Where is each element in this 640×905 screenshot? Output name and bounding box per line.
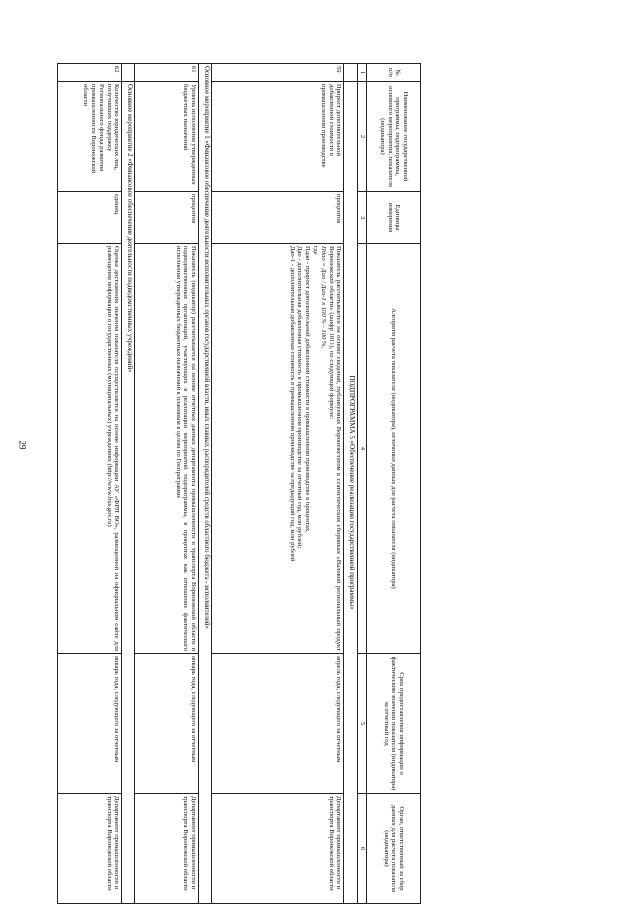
algorithm-line: Показатель рассчитывается на основе сведений, публикуемых Воронежстатом в статистических сборниках «Валовой региональный продукт Воронежской области» (шифр 1011), по следующей формуле: xyxy=(327,246,343,651)
subprogram-title: ПОДПРОГРАММА 5 «Обеспечение реализации государственной программы» xyxy=(344,82,357,904)
header-name: Наименование государственной программы, подпрограммы, основного мероприятия, показателя (индикатора) xyxy=(367,82,421,192)
algorithm-line: где xyxy=(311,246,319,255)
column-number-row xyxy=(357,64,366,904)
algorithm-formula: Пдао = Дао / Дао-1 х 100 % - 100 %, xyxy=(319,246,327,349)
indicator-organ: Департамент промышленности и транспорта Воронежской области xyxy=(134,794,198,904)
indicator-table xyxy=(57,63,421,904)
indicator-algorithm xyxy=(211,244,344,654)
row-number: 61 xyxy=(134,64,198,82)
header-organ: Орган, ответственный за сбор данных для расчета показателя (индикатора) xyxy=(367,794,421,904)
algorithm-line: Дао-1 - дополнительная добавленная стоимость в промышленном производстве за предыдущий год, млн рублей xyxy=(288,246,296,562)
column-number: 2 xyxy=(357,82,366,192)
page-number: 29 xyxy=(17,440,28,450)
main-event-2: Основное мероприятие 2 «Финансовое обеспечение деятельности подведомственных учреждений» xyxy=(122,82,134,904)
column-number: 3 xyxy=(357,192,366,244)
column-number: 6 xyxy=(357,794,366,904)
column-number: 4 xyxy=(357,244,366,654)
indicator-algorithm: Оценка достижения значения показателя осуществляется на основе информации АУ «ФРП ВО», размещенной на официальном сайте для размещения информации о государственных (муниципальных) учреждениях (http://www.bus.gov.ru) xyxy=(58,244,122,654)
column-number: 5 xyxy=(357,654,366,794)
rotated-table-container xyxy=(57,63,421,903)
row-number: 59 xyxy=(211,64,344,82)
indicator-organ: Департамент промышленности и транспорта Воронежской области xyxy=(211,794,344,904)
table-row-62 xyxy=(58,64,122,904)
row-number: 62 xyxy=(58,64,122,82)
header-row xyxy=(367,64,421,904)
column-number: 1 xyxy=(357,64,366,82)
main-event-1-row xyxy=(199,64,211,904)
table-row-61 xyxy=(134,64,198,904)
indicator-algorithm: Показатель (индикатор) рассчитывается на основе отчетных данных департамента промышленности и транспорта Воронежской области и подведомственных организаций, участвующих в реализации мероприятий подпрограммы, в процентах как отношение фактического исполнения утвержденных бюджетных назначений к плановым в целом по Госпрограмме xyxy=(134,244,198,654)
subprogram-row xyxy=(344,64,357,904)
header-unit: Единицы измерения xyxy=(367,192,421,244)
indicator-unit: процентов xyxy=(134,192,198,244)
indicator-unit: единиц xyxy=(58,192,122,244)
algorithm-line: Дао - дополнительная добавленная стоимость в промышленном производстве за отчетный год, млн рублей; xyxy=(296,246,304,549)
indicator-organ: Департамент промышленности и транспорта Воронежской области xyxy=(58,794,122,904)
indicator-deadline: январь года, следующего за отчетным xyxy=(58,654,122,794)
table-row-59 xyxy=(211,64,344,904)
indicator-unit: процентов xyxy=(211,192,344,244)
indicator-deadline: апрель года, следующего за отчетным xyxy=(211,654,344,794)
main-event-1: Основное мероприятие 1 «Финансовое обеспечение деятельности исполнительных органов государственной власти, иных главных распорядителей средств областного бюджета - исполнителей» xyxy=(199,64,211,904)
main-event-2-row xyxy=(122,64,134,904)
header-deadline: Срок предоставления информации о фактическом значении показателя (индикатора) за отчетный год xyxy=(367,654,421,794)
indicator-name: Прирост дополнительной добавленной стоимости в промышленном производстве xyxy=(211,82,344,192)
indicator-name: Уровень исполнения утвержденных бюджетных назначений xyxy=(134,82,198,192)
header-num: № п/п xyxy=(367,64,421,82)
indicator-name: Количество юридических лиц, получивших поддержку Регионального фонда развития промышленности Воронежской области xyxy=(58,82,122,192)
header-algorithm: Алгоритм расчета показателя (индикатора), источники данных для расчета показателя (индикатора) xyxy=(367,244,421,654)
algorithm-line: Пдао - прирост дополнительной добавленной стоимости в промышленном производстве в процентах, xyxy=(304,246,312,533)
indicator-deadline: январь года, следующего за отчетным xyxy=(134,654,198,794)
